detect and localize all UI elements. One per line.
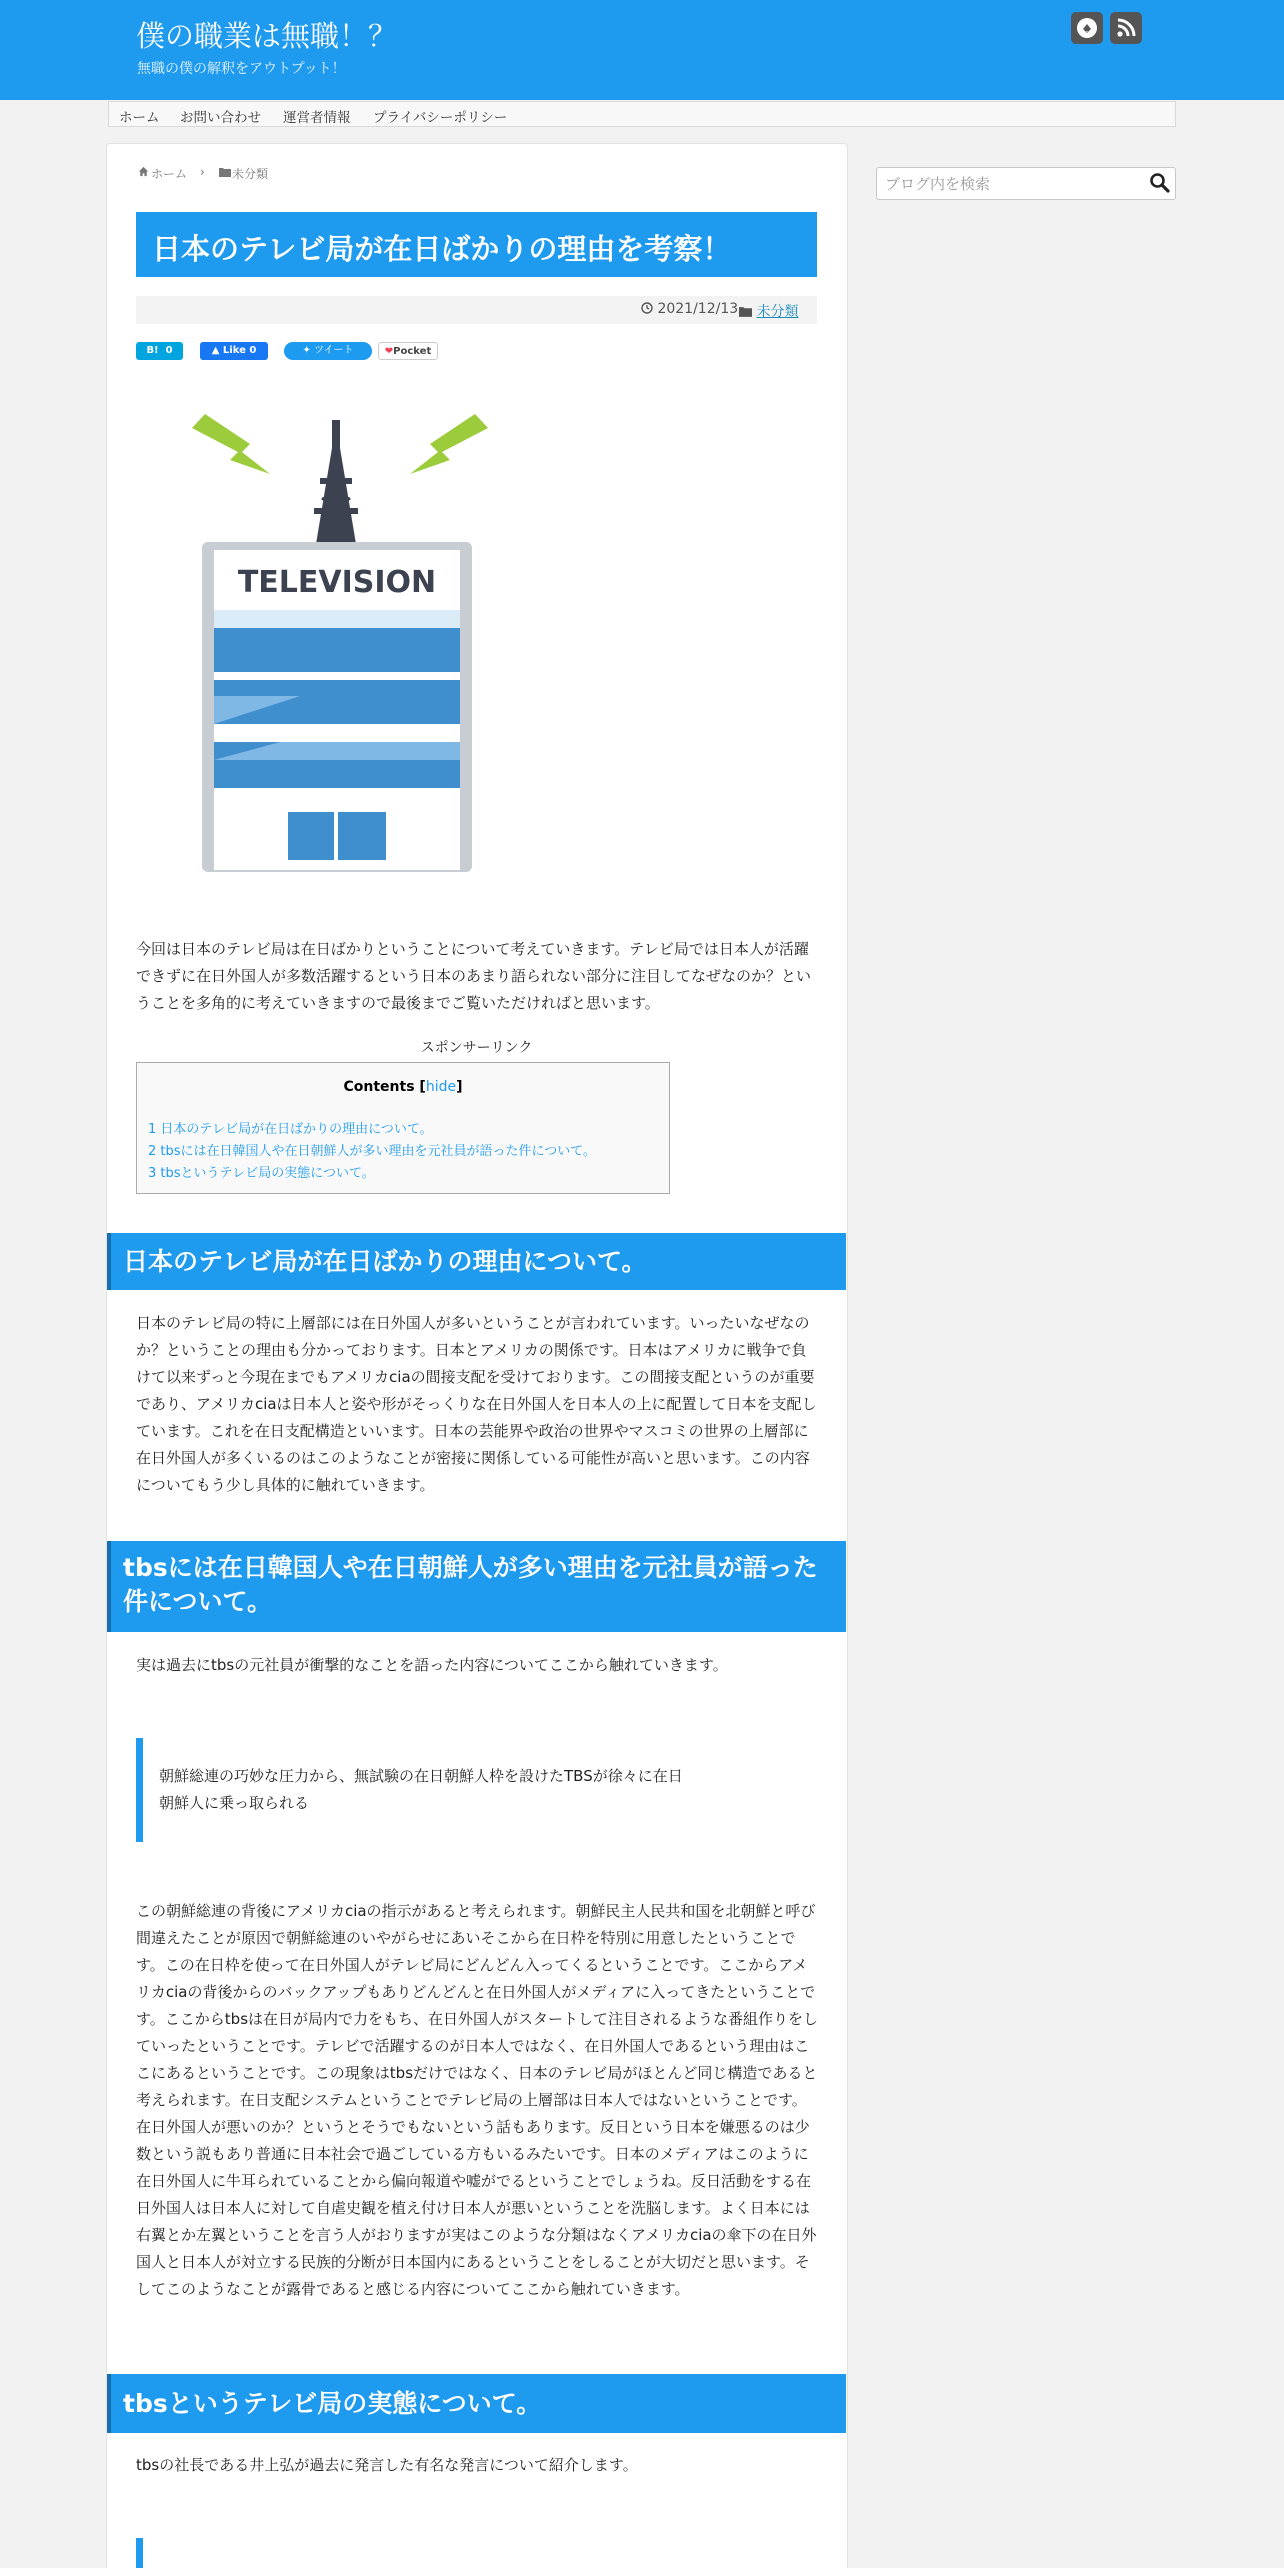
tweet-button[interactable] — [284, 342, 372, 360]
pocket-label: Pocket — [393, 346, 432, 357]
nav-item-privacy[interactable]: プライバシーポリシー — [373, 110, 508, 126]
nav-item-operator[interactable]: 運営者情報 — [283, 110, 351, 126]
table-of-contents — [136, 1062, 670, 1194]
section-heading-1: 日本のテレビ局が在日ばかりの理由について。 — [107, 1233, 846, 1290]
site-title[interactable]: 僕の職業は無職！？ — [136, 19, 398, 53]
nav-item-home[interactable]: ホーム — [119, 110, 160, 126]
section-2-body: この朝鮮総連の背後にアメリカciaの指示があると考えられます。朝鮮民主人民共和国を北朝鮮と呼び間違えたことが原因で朝鮮総連のいやがらせにあいそこから在日枠を特別に用意したということです。この在日枠を使って在日外国人がテレビ局にどんどん入ってくるということです。ここからアメリカciaの背後からのバックアップもありどんどんと在日外国人がメディアに入ってきたということです。ここからtbsは在日が局内で力をもち、在日外国人がスタートして注目されるような番組作りをしていったということです。テレビで活躍するのが日本人ではなく、在日外国人であるという理由はここにあるということです。この現象はtbsだけではなく、日本のテレビ局がほとんど同じ構造であると考えられます。在日支配システムということでテレビ局の上層部は日本人ではないということです。在日外国人が悪いのか？というとそうでもないという話もあります。反日という日本を嫌悪るのは少数という説もあり普通に日本社会で過ごしている方もいるみたいです。日本のメディアはこのように在日外国人に牛耳られていることから偏向報道や嘘がでるということでしょうね。反日活動をする在日外国人は日本人に対して自虐史観を植え付け日本人が悪いということを洗脳します。よく日本には右翼とか左翼ということを言う人がおりますが実はこのような分類はなくアメリカciaの傘下の在日外国人と日本人が対立する民族的分断が日本国内にあるということをしることが大切だと思います。そしてこのようなことが露骨であると感じる内容についてここから触れていきます。 — [136, 1902, 819, 2298]
breadcrumb-home[interactable]: ホーム — [151, 167, 188, 181]
post-category — [739, 301, 798, 321]
sponsor-label: スポンサーリンク — [420, 1040, 533, 1056]
toc-title: Contents [hide] — [343, 1079, 463, 1095]
toc-item-3[interactable]: 3 tbsというテレビ局の実態について。 — [148, 1166, 375, 1181]
rss-icon[interactable] — [1110, 12, 1142, 44]
section-heading-3: tbsというテレビ局の実態について。 — [107, 2374, 846, 2433]
search-icon[interactable] — [1149, 172, 1171, 194]
nav-item-contact[interactable]: お問い合わせ — [180, 110, 261, 126]
hatena-bookmark-button[interactable] — [136, 342, 183, 360]
section-heading-2: tbsには在日韓国人や在日朝鮮人が多い理由を元社員が語った件について。 — [107, 1541, 846, 1632]
toc-title-text: Contents — [343, 1079, 415, 1095]
pocket-button[interactable] — [378, 342, 438, 360]
post-title: 日本のテレビ局が在日ばかりの理由を考察！ — [136, 212, 817, 277]
breadcrumb-separator: › — [200, 165, 205, 179]
search-input[interactable] — [885, 173, 1135, 195]
twitter-bird-icon: ✦ — [302, 345, 311, 356]
post-date-text: 2021/12/13 — [657, 301, 739, 317]
toc-item-1[interactable]: 1 日本のテレビ局が在日ばかりの理由について。 — [148, 1122, 433, 1137]
feedly-icon[interactable] — [1071, 12, 1103, 44]
sidebar-search — [876, 167, 1176, 200]
section-2-intro: 実は過去にtbsの元社員が衝撃的なことを語った内容についてここから触れていきます。 — [136, 1656, 728, 1674]
section-3-body: tbsの社長である井上弘が過去に発言した有名な発言について紹介します。 — [136, 2456, 638, 2474]
facebook-like-label: Like 0 — [222, 345, 257, 356]
pocket-icon: ❤ — [384, 346, 394, 357]
hatena-label: B! — [146, 345, 159, 356]
blockquote-partial — [136, 2538, 159, 2568]
blockquote: 朝鮮総連の巧妙な圧力から、無試験の在日朝鮮人枠を設けたTBSが徐々に在日朝鮮人に乗っ取られる — [136, 1738, 696, 1842]
breadcrumb-category[interactable]: 未分類 — [232, 167, 269, 181]
site-header — [0, 0, 1284, 100]
folder-icon — [219, 167, 231, 177]
hatena-count: 0 — [165, 345, 173, 356]
television-sign: TELEVISION — [237, 565, 437, 600]
home-icon — [138, 166, 149, 177]
facebook-like-button[interactable] — [200, 342, 268, 360]
toc-item-2[interactable]: 2 tbsには在日韓国人や在日朝鮮人が多い理由を元社員が語った件について。 — [148, 1144, 597, 1159]
post-date — [641, 301, 738, 317]
toc-hide-toggle[interactable]: hide — [425, 1079, 457, 1095]
folder-icon — [739, 306, 752, 317]
main-navigation — [108, 101, 1176, 127]
intro-paragraph: 今回は日本のテレビ局は在日ばかりということについて考えていきます。テレビ局では日本人が活躍できずに在日外国人が多数活躍するという日本のあまり語られない部分に注目してなぜなのか？ということを多角的に考えていきますので最後までご覧いただければと思います。 — [136, 940, 812, 1012]
post-category-link[interactable]: 未分類 — [756, 304, 799, 320]
section-1-body: 日本のテレビ局の特に上層部には在日外国人が多いということが言われています。いったいなぜなのか？ということの理由も分かっております。日本とアメリカの関係です。日本はアメリカに戦争で負けて以来ずっと今現在までもアメリカciaの間接支配を受けております。この間接支配というのが重要であり、アメリカciaは日本人と姿や形がそっくりな在日外国人を日本人の上に配置して日本を支配しています。これを在日支配構造といいます。日本の芸能界や政治の世界やマスコミの世界の上層部に在日外国人が多くいるのはこのようなことが密接に関係している可能性が高いと思います。この内容についてもう少し具体的に触れていきます。 — [136, 1314, 817, 1494]
post-meta — [136, 296, 817, 324]
thumbs-up-icon: ▲ — [211, 345, 220, 356]
television-building-illustration — [180, 400, 500, 890]
clock-icon — [641, 302, 653, 314]
site-description: 無職の僕の解釈をアウトプット！ — [137, 61, 346, 77]
tweet-label: ツイート — [314, 345, 354, 356]
